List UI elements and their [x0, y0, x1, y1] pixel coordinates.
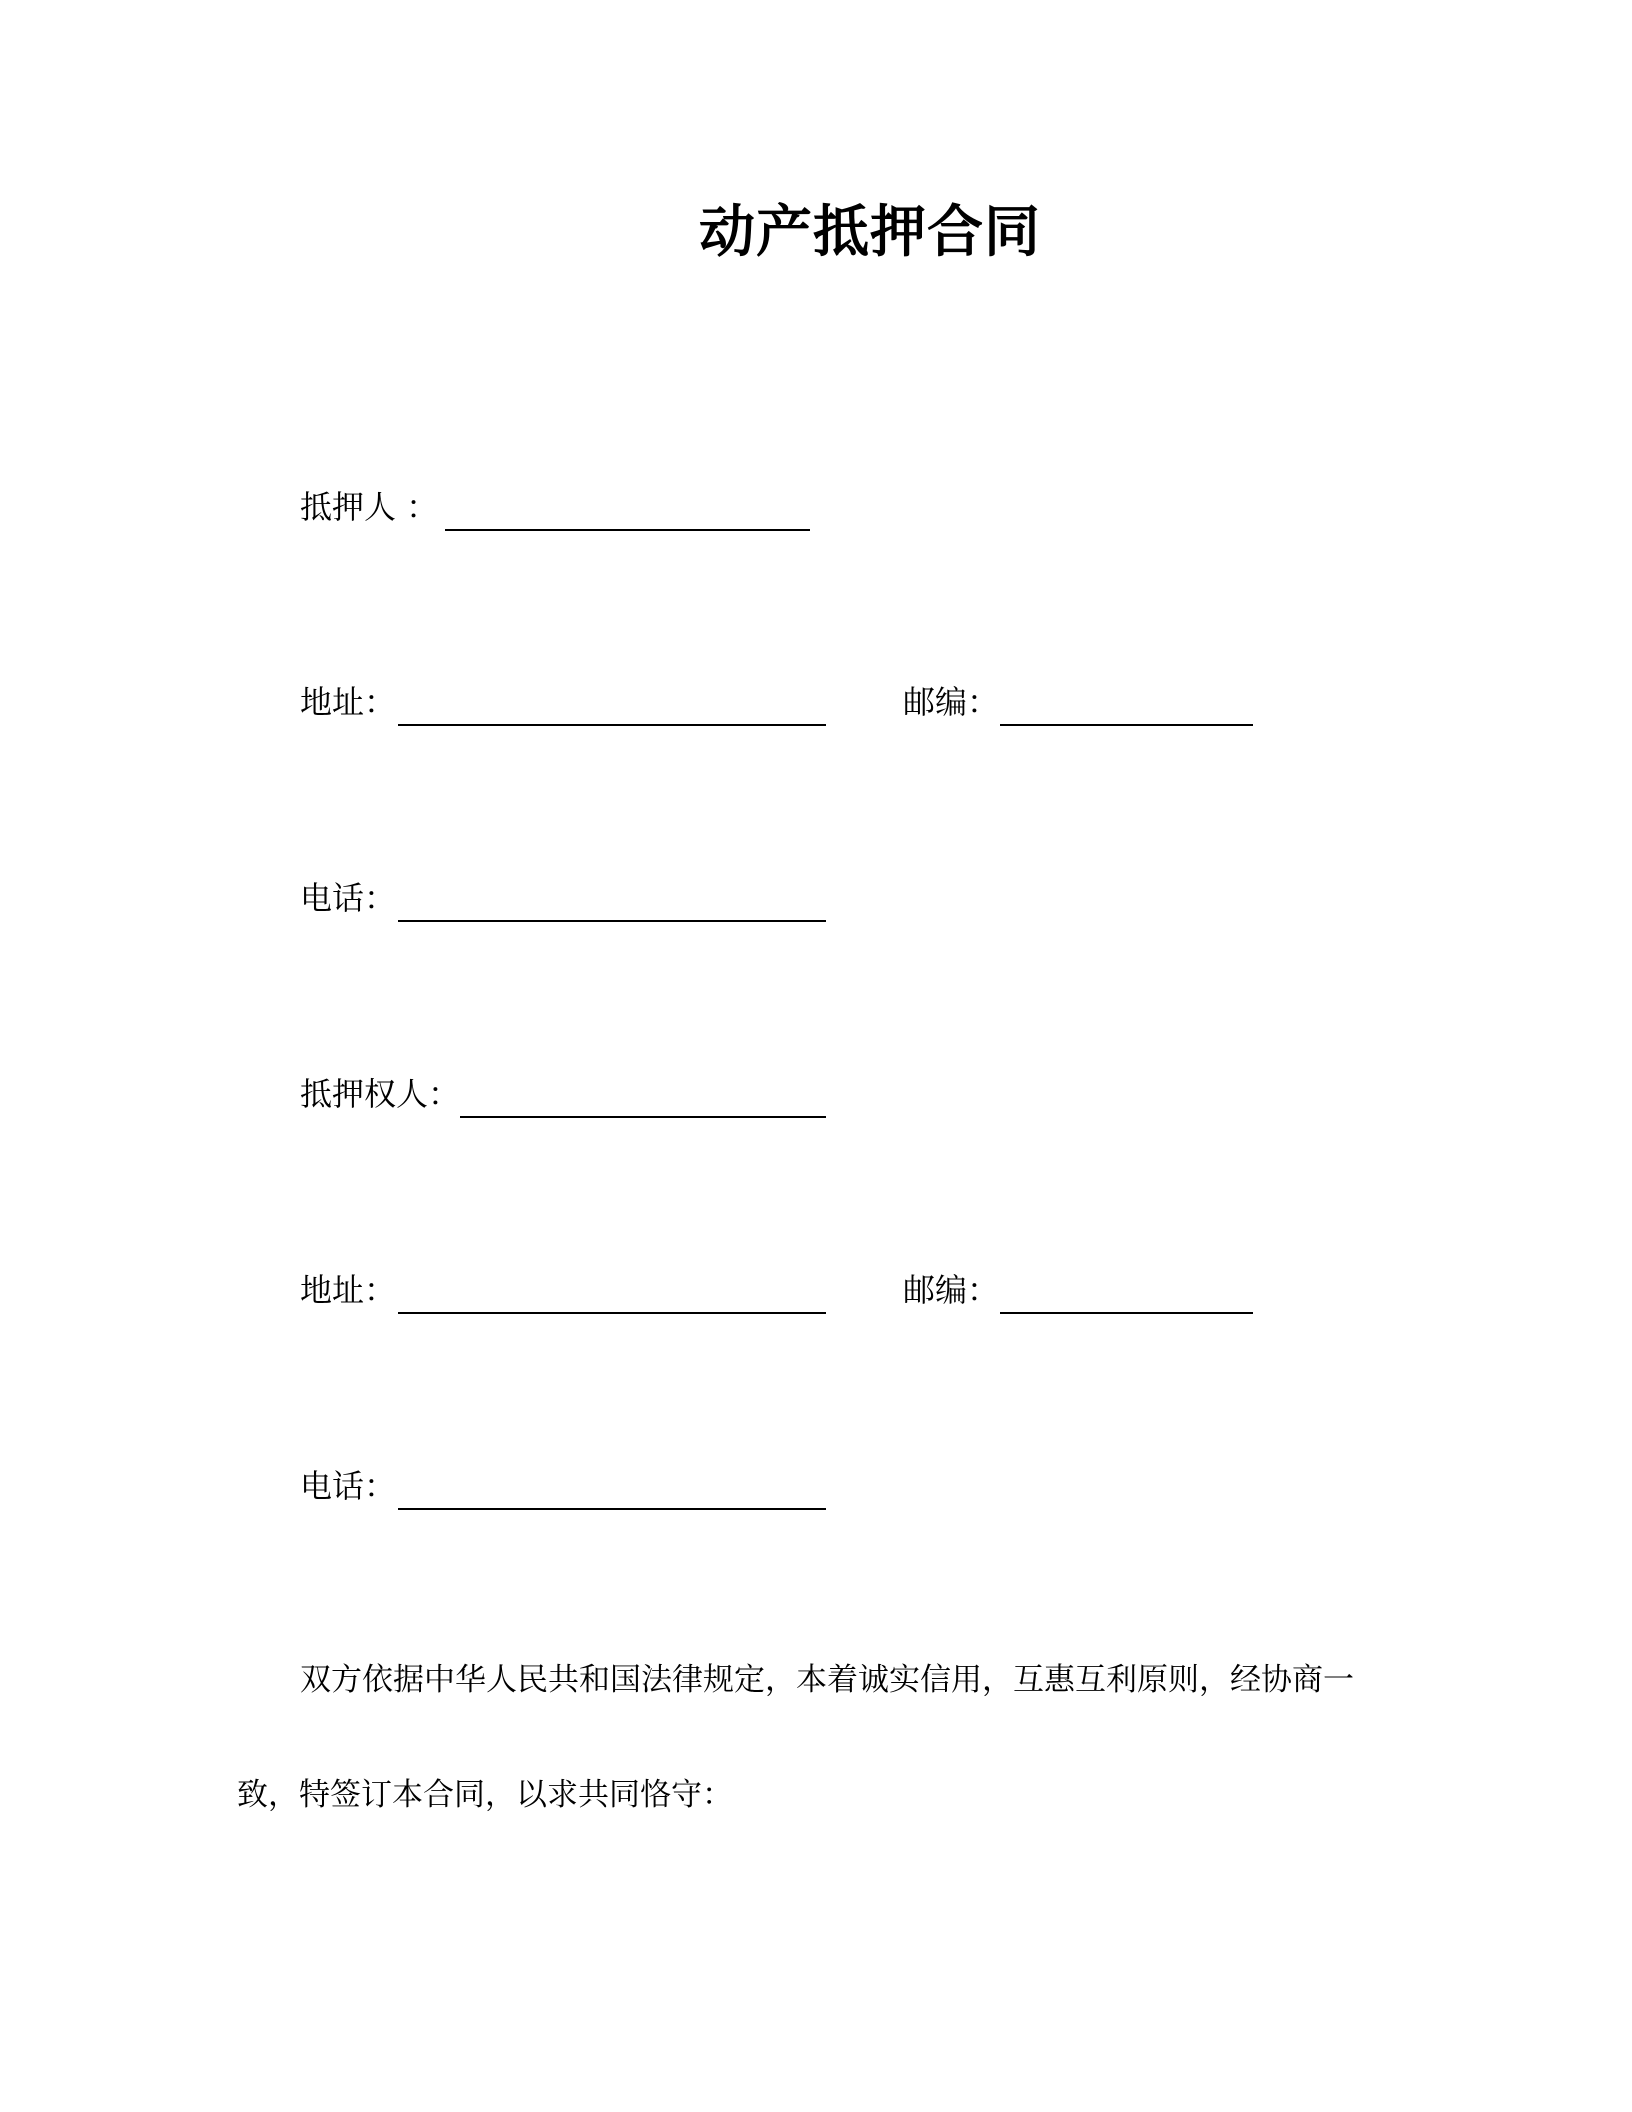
mortgagor-postcode-label: 邮编： — [903, 683, 1000, 721]
mortgagor-name-label: 抵押人 ： — [300, 488, 439, 526]
mortgagee-phone-blank — [398, 1508, 826, 1510]
mortgagee-name-label: 抵押权人： — [300, 1075, 461, 1113]
mortgagor-phone-label: 电话： — [300, 879, 397, 917]
document-title: 动产抵押合同 — [699, 200, 1041, 265]
mortgagor-phone-blank — [398, 920, 826, 922]
mortgagor-name-blank — [445, 529, 810, 531]
mortgagee-address-blank — [398, 1312, 826, 1314]
mortgagee-name-blank — [460, 1116, 826, 1118]
mortgagee-postcode-blank — [1000, 1312, 1253, 1314]
intro-line-1: 双方依据中华人民共和国法律规定，本着诚实信用，互惠互利原则，经协商一 — [300, 1662, 1354, 1698]
mortgagee-address-label: 地址： — [300, 1271, 397, 1309]
mortgagee-postcode-label: 邮编： — [903, 1271, 1000, 1309]
mortgagor-address-label: 地址： — [300, 683, 397, 721]
mortgagee-phone-label: 电话： — [300, 1467, 397, 1505]
intro-line-2: 致，特签订本合同，以求共同恪守： — [237, 1777, 733, 1813]
mortgagor-postcode-blank — [1000, 724, 1253, 726]
mortgagor-address-blank — [398, 724, 826, 726]
